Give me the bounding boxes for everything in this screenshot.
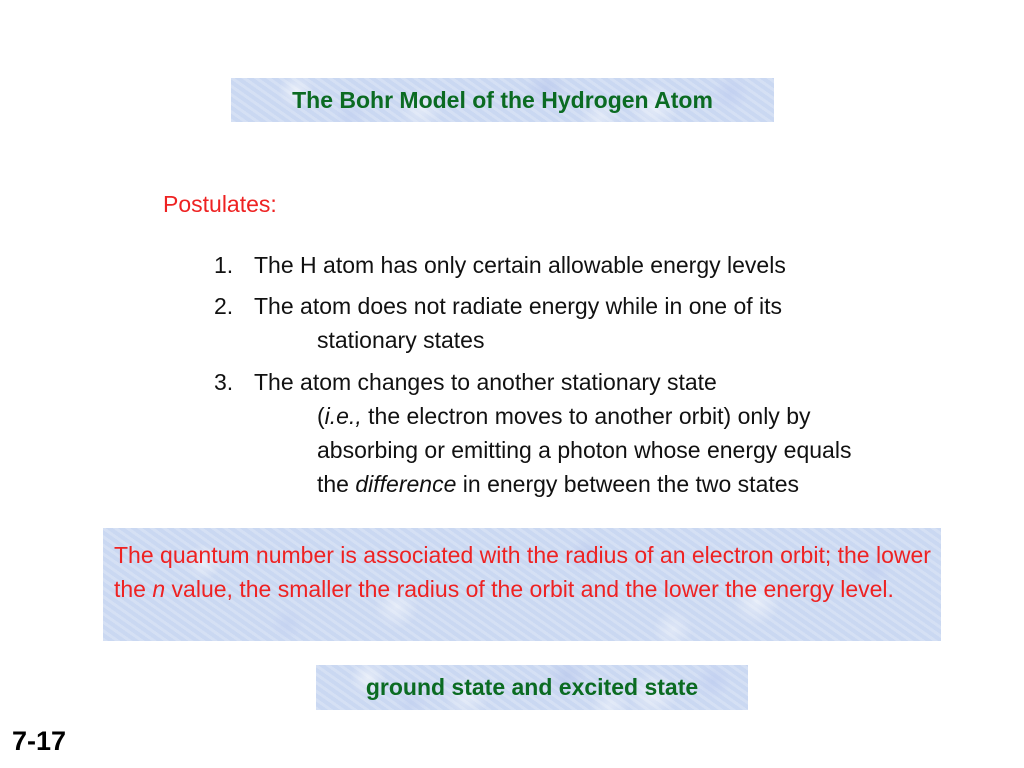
postulate-text: The H atom has only certain allowable energy levels	[254, 252, 786, 278]
postulate-number: 3.	[214, 369, 234, 395]
slide-title-box	[231, 78, 774, 122]
states-label: ground state and excited state	[365, 674, 699, 700]
postulate-text-line: The atom does not radiate energy while in one of its	[254, 293, 783, 319]
note-text-fragment: value, the smaller the radius of the orbit and the lower the energy level.	[165, 576, 894, 602]
postulates-heading: Postulates:	[163, 191, 277, 217]
postulate-text-line	[214, 399, 851, 433]
note-text-fragment: The quantum number is associated with the radius of an electron orbit; the lower the	[114, 542, 931, 602]
postulate-text-fragment: the	[317, 471, 356, 497]
paren-text: (	[317, 403, 325, 429]
slide-number: 7-17	[12, 726, 67, 756]
postulate-item	[214, 289, 782, 357]
postulate-text-fragment: in energy between the two states	[456, 471, 800, 497]
postulate-text-line: stationary states	[317, 327, 485, 353]
slide-title: The Bohr Model of the Hydrogen Atom	[292, 86, 713, 113]
postulate-text-line: The atom changes to another stationary state	[254, 369, 717, 395]
postulate-text-line	[214, 467, 851, 501]
italic-text: i.e.,	[324, 403, 362, 429]
postulate-item	[214, 248, 786, 282]
postulate-number: 1.	[214, 252, 234, 278]
postulate-text-fragment: the electron moves to another orbit) only by	[361, 403, 811, 429]
italic-text: difference	[355, 471, 457, 497]
quantum-number-note	[103, 528, 941, 641]
italic-n: n	[152, 576, 166, 602]
postulate-item	[214, 365, 851, 501]
states-label-box	[316, 665, 748, 710]
postulate-text-line: absorbing or emitting a photon whose energy equals	[317, 437, 852, 463]
postulate-number: 2.	[214, 293, 234, 319]
